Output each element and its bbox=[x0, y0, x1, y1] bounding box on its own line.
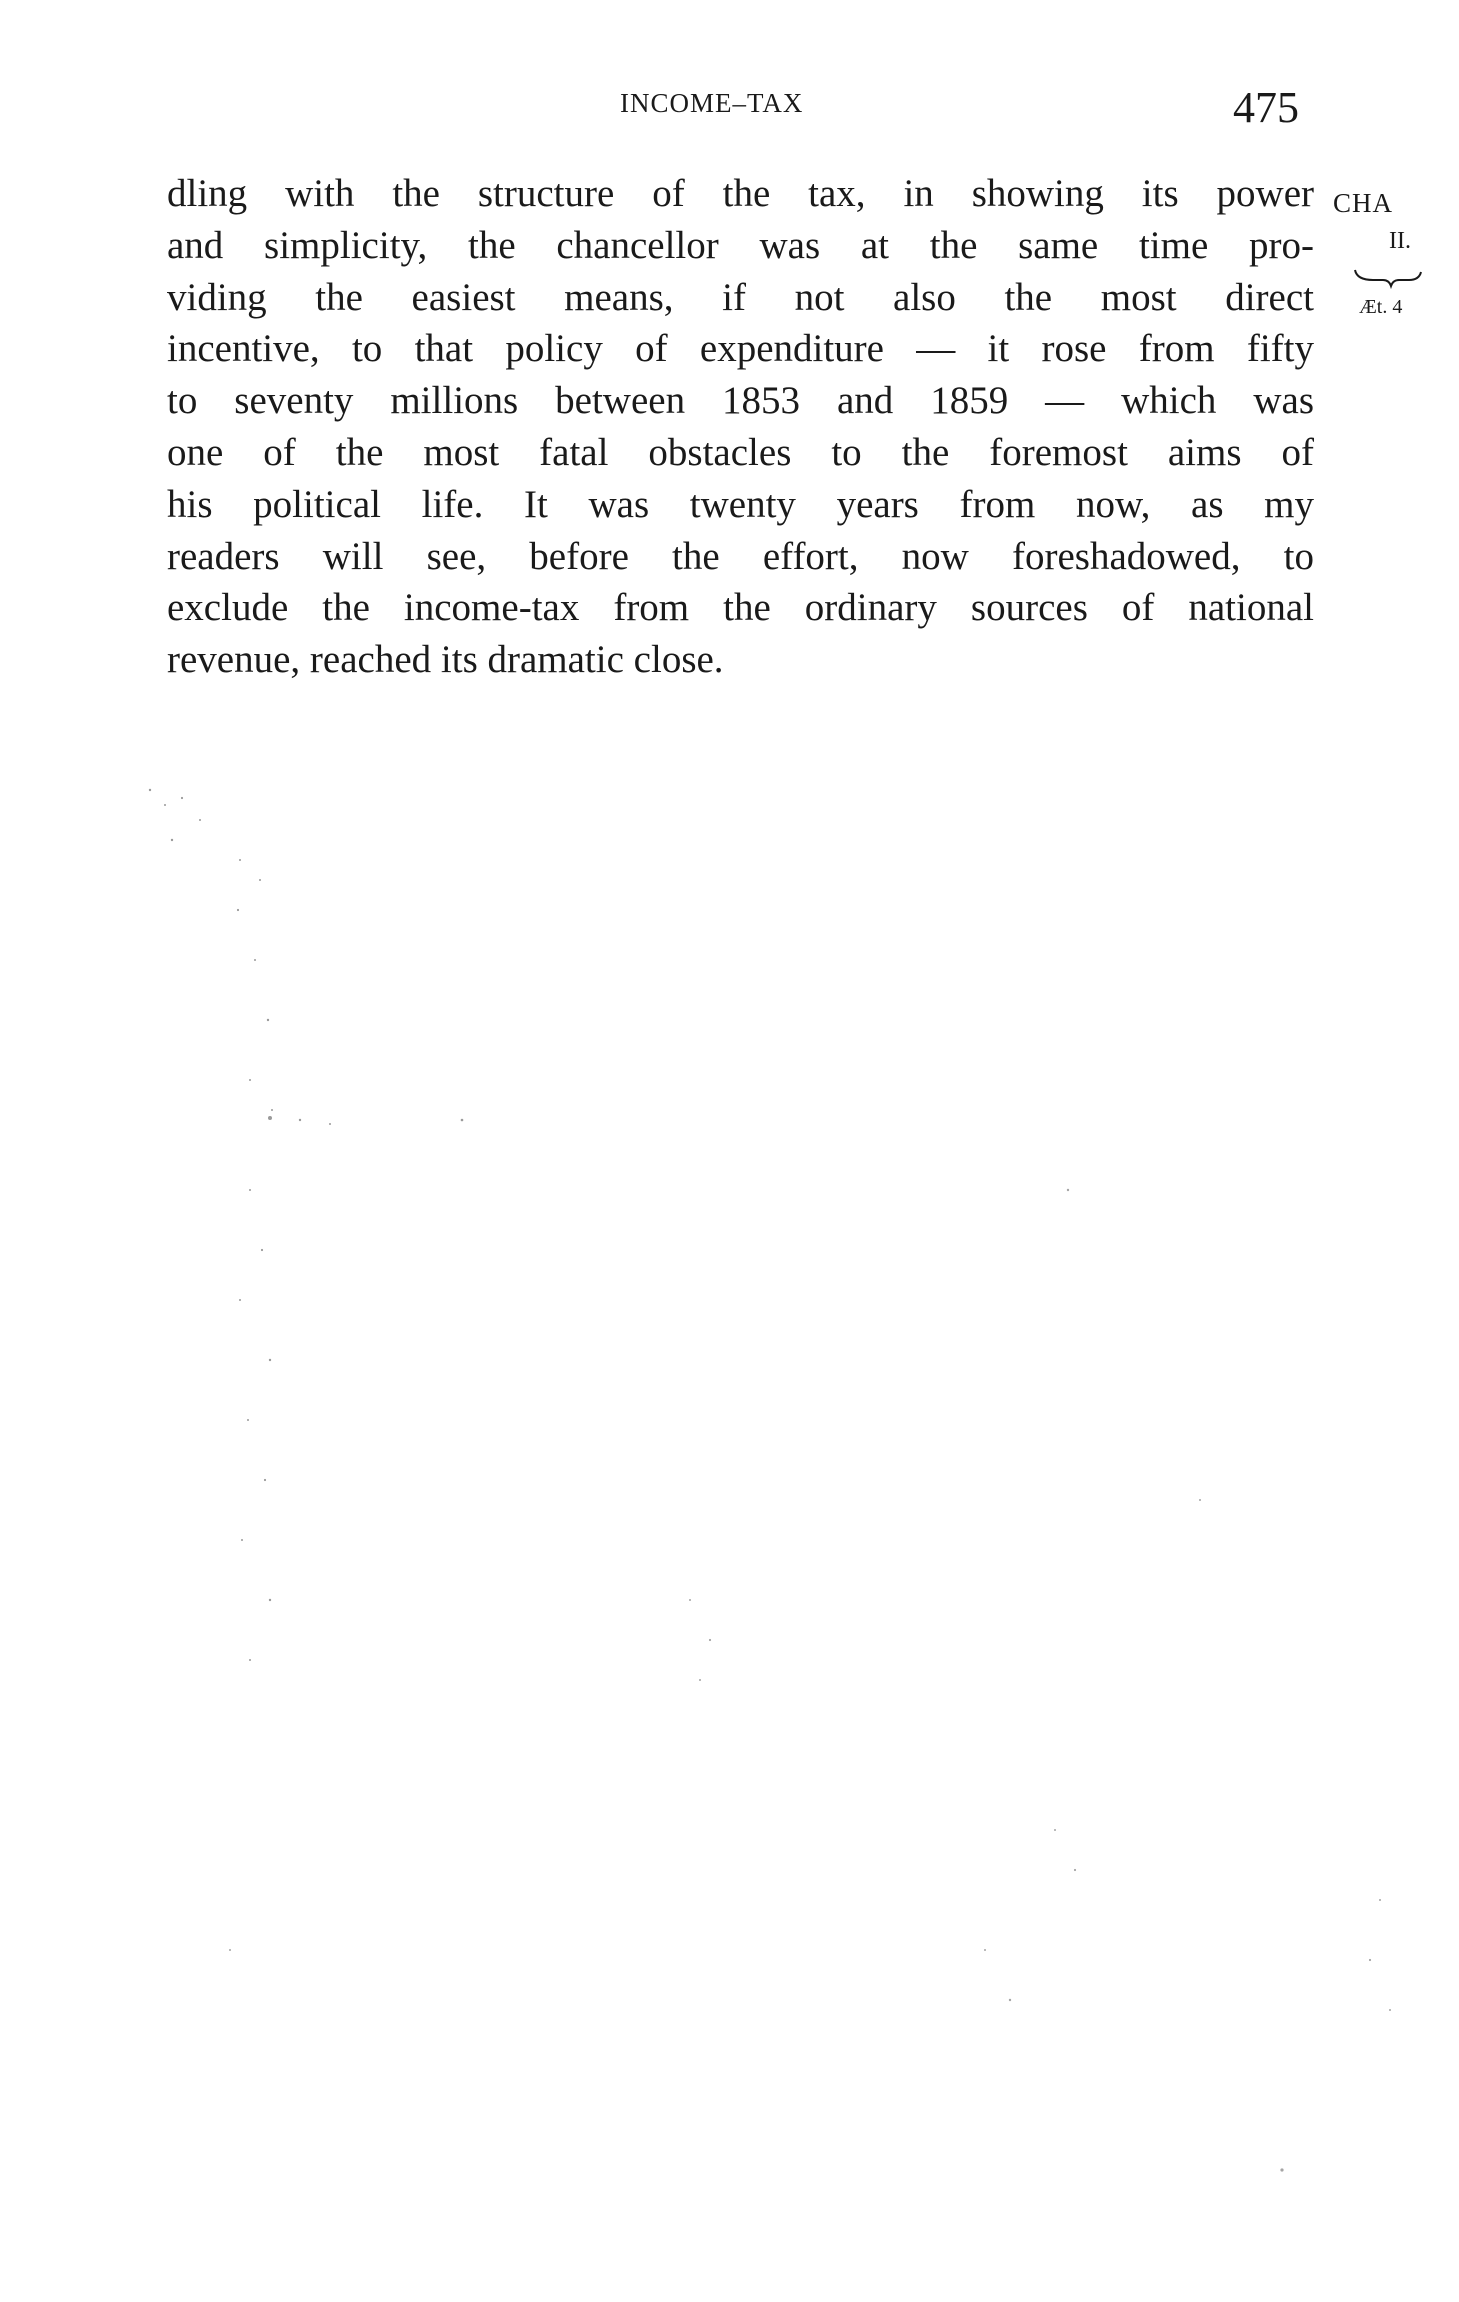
text-line: viding the easiest means, if not also the most direct bbox=[167, 275, 1314, 319]
margin-aetat: Æt. 4 bbox=[1359, 296, 1403, 318]
text-line: dling with the structure of the tax, in showing its power bbox=[167, 172, 1314, 215]
text-line: one of the most fatal obstacles to the foremost aims of bbox=[167, 430, 1314, 474]
text-line: readers will see, before the effort, now foreshadowed, to bbox=[167, 534, 1314, 578]
margin-chapter-label: CHA bbox=[1333, 188, 1394, 218]
speck-cluster-left bbox=[149, 789, 464, 1661]
text-line: his political life. It was twenty years from now, as my bbox=[167, 482, 1314, 526]
text-line: incentive, to that policy of expenditure — it rose from fifty bbox=[167, 327, 1314, 371]
text-line: to seventy millions between 1853 and 1859 — which was bbox=[167, 379, 1314, 423]
speck-cluster-middle bbox=[229, 1189, 1391, 2172]
margin-chapter-number: II. bbox=[1389, 228, 1411, 254]
page-number: 475 bbox=[1233, 83, 1299, 132]
text-line: and simplicity, the chancellor was at the same time pro- bbox=[167, 223, 1314, 267]
text-line: exclude the income-tax from the ordinary sources of national bbox=[167, 586, 1314, 630]
text-line: revenue, reached its dramatic close. bbox=[167, 638, 724, 682]
running-head: INCOME–TAX bbox=[620, 88, 804, 118]
